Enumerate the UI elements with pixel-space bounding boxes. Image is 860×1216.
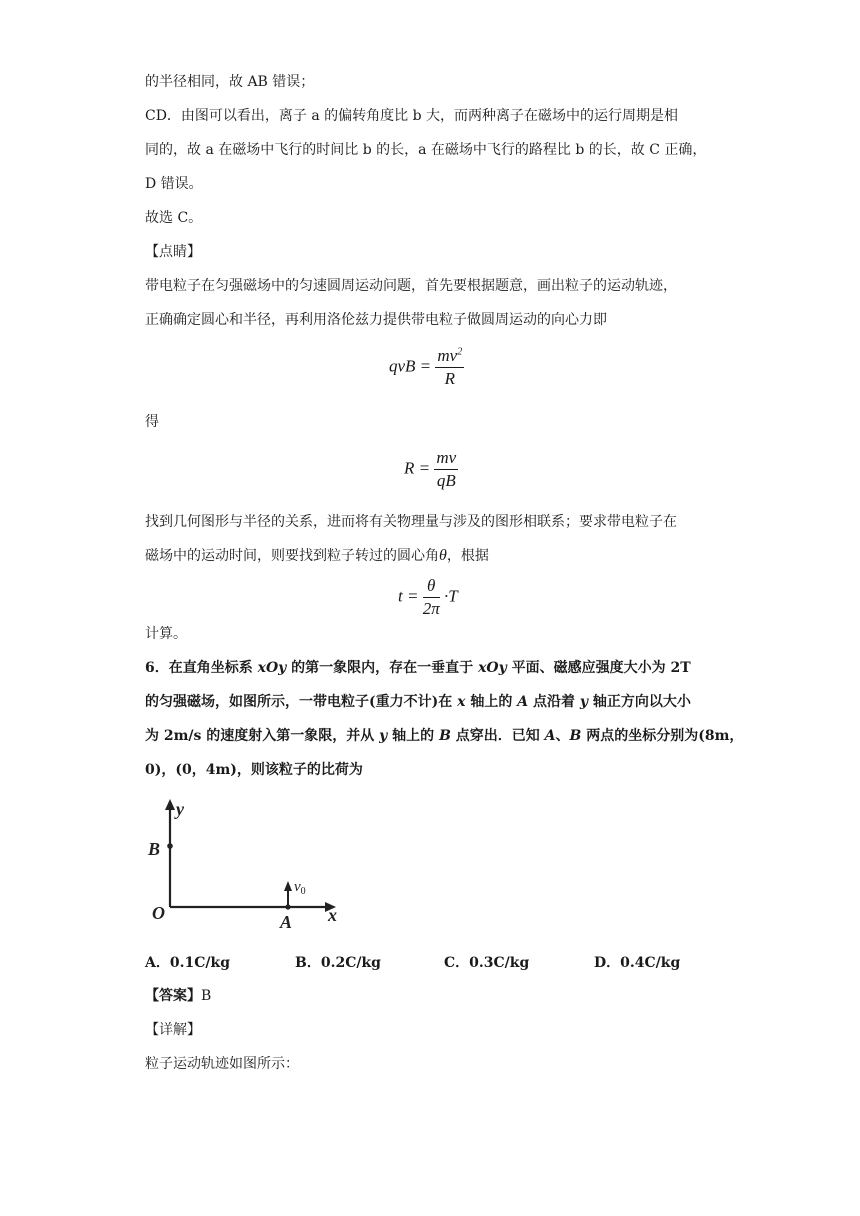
point-b bbox=[167, 843, 173, 849]
section-heading: 【详解】 bbox=[145, 1022, 201, 1038]
equation-radius bbox=[404, 448, 458, 491]
q-text: 轴上的 bbox=[387, 728, 440, 744]
text-line: 正确确定圆心和半径，再利用洛伦兹力提供带电粒子做圆周运动的向心力即 bbox=[145, 312, 607, 328]
option-a[interactable] bbox=[145, 952, 230, 972]
q-text: 轴上的 bbox=[465, 694, 518, 710]
text-line: CD．由图可以看出，离子 a 的偏转角度比 b 大，而两种离子在磁场中的运行周期是相 bbox=[145, 108, 679, 124]
equation-force bbox=[389, 346, 464, 389]
question-line bbox=[145, 692, 691, 712]
eq2-lhs: R = bbox=[404, 458, 431, 478]
question-line bbox=[145, 658, 691, 678]
q-text: 的匀强磁场，如图所示，一带电粒子(重力不计)在 bbox=[145, 694, 458, 710]
text-line: 粒子运动轨迹如图所示： bbox=[145, 1056, 299, 1072]
eq2-denominator: qB bbox=[436, 471, 456, 490]
eq2-numerator: mv bbox=[434, 448, 458, 470]
eq3-denominator: 2π bbox=[422, 599, 440, 618]
eq1-fraction bbox=[435, 346, 464, 389]
q-var: A bbox=[544, 728, 556, 744]
option-letter: C． bbox=[444, 955, 470, 971]
text-line: 计算。 bbox=[145, 626, 187, 642]
q-var: y bbox=[379, 728, 388, 744]
q-var: B bbox=[439, 728, 451, 744]
option-letter: A． bbox=[145, 955, 170, 971]
text-line: 找到几何图形与半径的关系，进而将有关物理量与涉及的图形相联系；要求带电粒子在 bbox=[145, 514, 677, 530]
question-line: 0)，(0，4m)，则该粒子的比荷为 bbox=[145, 762, 363, 778]
eq3-lhs: t = bbox=[398, 586, 419, 606]
y-axis-label: y bbox=[176, 799, 184, 819]
eq3-rhs: ·T bbox=[443, 586, 458, 606]
q-text: 平面、磁感应强度大小为 2T bbox=[506, 660, 691, 676]
text-line: 带电粒子在匀强磁场中的匀速圆周运动问题，首先要根据题意，画出粒子的运动轨迹， bbox=[145, 278, 677, 294]
q-var: y bbox=[579, 694, 588, 710]
option-value: 0.1C/kg bbox=[169, 955, 230, 971]
answer-value: B bbox=[201, 988, 212, 1004]
coordinate-figure bbox=[140, 795, 350, 935]
equation-time bbox=[398, 576, 458, 619]
text-segment: 磁场中的运动时间，则要找到粒子转过的圆心角 bbox=[145, 548, 439, 564]
eq3-numerator: θ bbox=[423, 576, 440, 598]
q-var: A bbox=[517, 694, 529, 710]
q-text: 、 bbox=[555, 728, 570, 744]
text-line: 故选 C。 bbox=[145, 210, 203, 226]
velocity-symbol: v bbox=[294, 879, 301, 895]
q-var: xOy bbox=[257, 660, 287, 676]
origin-label: O bbox=[152, 903, 165, 923]
q-text: 为 2m/s 的速度射入第一象限，并从 bbox=[145, 728, 380, 744]
eq3-fraction bbox=[423, 576, 440, 619]
option-letter: B． bbox=[295, 955, 321, 971]
theta-symbol: θ bbox=[439, 547, 447, 564]
option-value: 0.3C/kg bbox=[469, 955, 530, 971]
option-b[interactable] bbox=[295, 952, 381, 972]
section-heading: 【点睛】 bbox=[145, 244, 201, 260]
text-line bbox=[145, 546, 489, 566]
q-text: 点沿着 bbox=[528, 694, 580, 710]
option-c[interactable] bbox=[444, 952, 529, 972]
eq1-denominator: R bbox=[444, 369, 456, 388]
q-var: x bbox=[457, 694, 466, 710]
point-b-label: B bbox=[148, 839, 161, 859]
eq1-numerator: mv bbox=[437, 346, 458, 365]
q-var: B bbox=[569, 728, 582, 744]
eq1-superscript: 2 bbox=[457, 346, 463, 358]
velocity-label bbox=[294, 879, 306, 897]
q-text: 两点的坐标分别为(8m， bbox=[581, 728, 744, 744]
velocity-subscript: 0 bbox=[300, 886, 306, 897]
option-value: 0.2C/kg bbox=[320, 955, 381, 971]
x-axis-label: x bbox=[328, 905, 337, 925]
text-line: 得 bbox=[145, 414, 159, 430]
q-text: 点穿出．已知 bbox=[450, 728, 545, 744]
text-segment: ，根据 bbox=[446, 548, 489, 564]
text-line: D 错误。 bbox=[145, 176, 203, 192]
point-a-label: A bbox=[280, 912, 293, 932]
option-d[interactable] bbox=[594, 952, 680, 972]
eq2-fraction bbox=[434, 448, 458, 491]
option-value: 0.4C/kg bbox=[620, 955, 681, 971]
y-axis-arrow bbox=[165, 799, 175, 810]
text-line: 的半径相同，故 AB 错误； bbox=[145, 74, 315, 90]
q-text: 的第一象限内，存在一垂直于 bbox=[286, 660, 479, 676]
answer-label: 【答案】 bbox=[145, 988, 201, 1004]
answer-line bbox=[145, 986, 211, 1006]
eq1-lhs: qvB = bbox=[389, 356, 432, 376]
velocity-arrowhead bbox=[284, 881, 292, 891]
text-line: 同的，故 a 在磁场中飞行的时间比 b 的长，a 在磁场中飞行的路程比 b 的长，故 C 正确， bbox=[145, 142, 707, 158]
question-line bbox=[145, 726, 743, 746]
q-text: 6．在直角坐标系 bbox=[145, 660, 258, 676]
q-text: 轴正方向以大小 bbox=[588, 694, 691, 710]
q-var: xOy bbox=[478, 660, 507, 676]
option-letter: D． bbox=[594, 955, 621, 971]
